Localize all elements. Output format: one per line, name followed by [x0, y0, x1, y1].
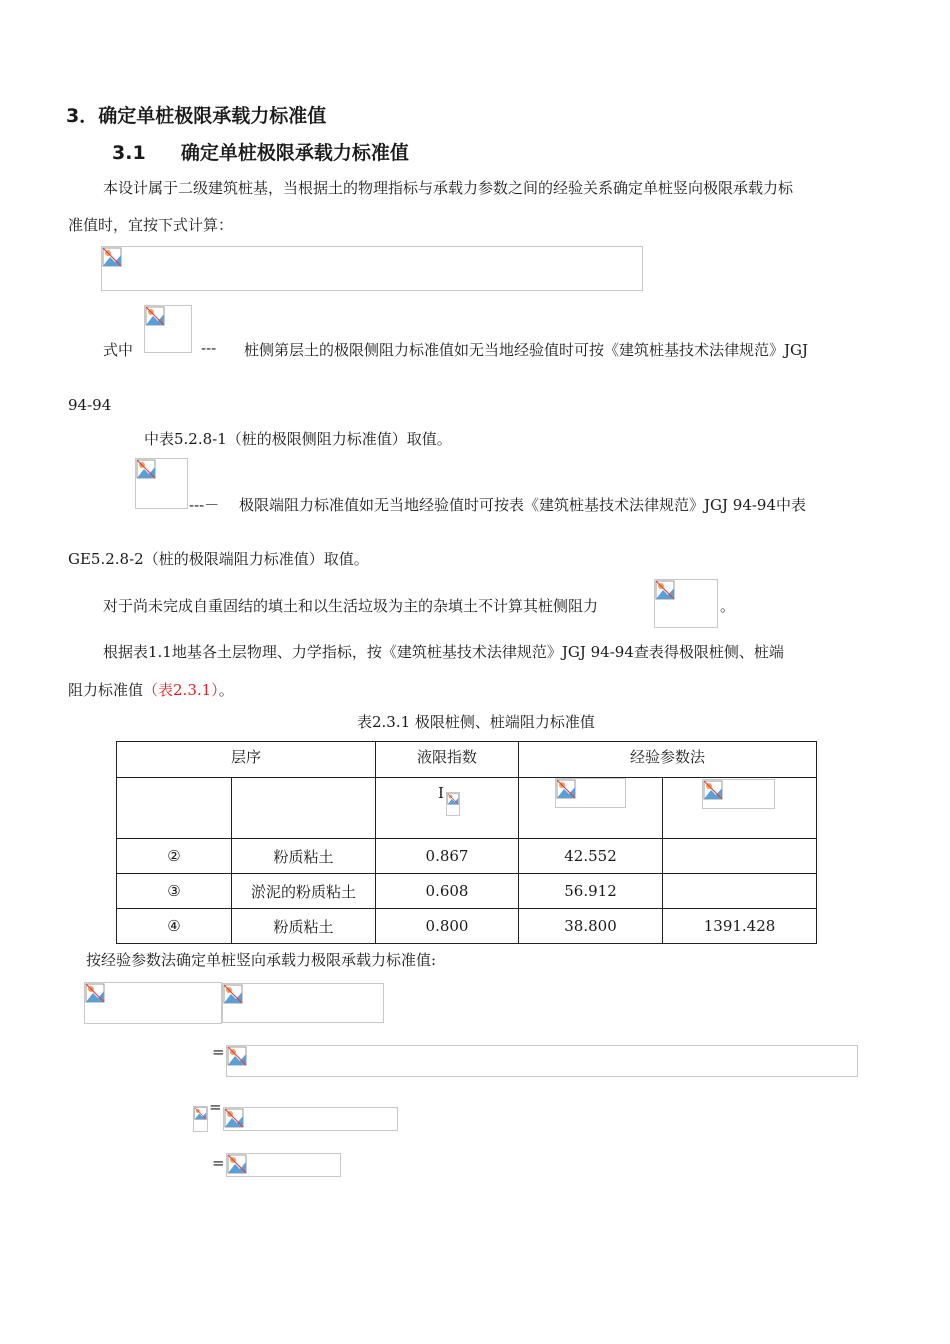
- broken-image-icon: [194, 1107, 207, 1120]
- il-symbol-image: [446, 792, 460, 816]
- qsik-symbol-image: [144, 305, 192, 353]
- paragraph-line: 根据表1.1地基各土层物理、力学指标，按《建筑桩基技术法律规范》JGJ 94-94查表得极限桩侧、桩端: [103, 643, 784, 661]
- table-subheader-row: [117, 778, 817, 839]
- resistance-table: [116, 741, 817, 944]
- qpk-symbol-image: [702, 779, 775, 809]
- broken-image-icon: [447, 793, 459, 805]
- qpk-description: 极限端阻力标准值如无当地经验值时可按表《建筑桩基技术法律规范》JGJ 94-94中表: [239, 496, 807, 514]
- table-header-row: [117, 742, 817, 778]
- text: 阻力标准值: [68, 681, 144, 699]
- table-cell: [117, 778, 232, 839]
- dash: ---: [201, 339, 217, 357]
- header-layer: 层序: [117, 742, 376, 778]
- equals-sign: =: [212, 1043, 225, 1061]
- table-cell: [663, 778, 817, 839]
- qsik-continued: 94-94: [68, 396, 112, 414]
- fill-soil-note: 对于尚未完成自重固结的填土和以生活垃圾为主的杂填土不计算其桩侧阻力: [103, 597, 599, 615]
- formula-image: [84, 982, 222, 1024]
- soil-cell: 淤泥的粉质粘土: [232, 874, 376, 909]
- header-empirical-method: 经验参数法: [519, 742, 817, 778]
- layer-cell: ②: [117, 839, 232, 874]
- table-cell: [519, 778, 663, 839]
- il-prefix: I: [438, 784, 444, 802]
- text: 。: [218, 681, 234, 699]
- formula-image: [226, 1153, 341, 1177]
- qsik-continued-2: 中表5.2.8-1（桩的极限侧阻力标准值）取值。: [144, 430, 452, 448]
- qsik-symbol-image: [555, 778, 626, 808]
- broken-image-icon: [102, 247, 122, 267]
- broken-image-icon: [223, 984, 243, 1004]
- formula-image: [222, 983, 384, 1023]
- formula-image: [101, 246, 643, 291]
- period: 。: [720, 597, 736, 615]
- table-caption: 表2.3.1 极限桩侧、桩端阻力标准值: [357, 713, 595, 731]
- table-row: [117, 909, 817, 944]
- subsection-number: 3.1: [112, 142, 146, 164]
- table-reference-link[interactable]: （表2.3.1）: [143, 681, 219, 699]
- equals-sign: =: [212, 1154, 225, 1172]
- table-cell: [376, 778, 519, 839]
- paragraph-line: 本设计属于二级建筑桩基，当根据土的物理指标与承载力参数之间的经验关系确定单桩竖向极限承载力标: [103, 179, 794, 197]
- where-label: 式中: [103, 341, 134, 359]
- subsection-heading: [112, 138, 409, 165]
- broken-image-icon: [85, 983, 105, 1003]
- qpk-cell: 1391.428: [663, 909, 817, 944]
- broken-image-icon: [227, 1154, 247, 1174]
- qpk-cell: [663, 839, 817, 874]
- table-row: [117, 839, 817, 874]
- soil-cell: 粉质粘土: [232, 839, 376, 874]
- subsection-title: 确定单桩极限承载力标准值: [180, 142, 409, 164]
- header-liquidity-index: 液限指数: [376, 742, 519, 778]
- layer-cell: ④: [117, 909, 232, 944]
- broken-image-icon: [136, 459, 156, 479]
- formula-image: [226, 1045, 858, 1077]
- broken-image-icon: [703, 780, 723, 800]
- equals-sign: =: [209, 1098, 222, 1116]
- soil-cell: 粉质粘土: [232, 909, 376, 944]
- qsik-description: 桩侧第层土的极限侧阻力标准值如无当地经验值时可按《建筑桩基技术法律规范》JGJ: [244, 341, 809, 359]
- qpk-cell: [663, 874, 817, 909]
- paragraph-line: 准值时，宜按下式计算：: [68, 216, 234, 234]
- formula-symbol-image: [193, 1106, 208, 1132]
- qsik-symbol-image: [654, 579, 718, 628]
- table-cell: [232, 778, 376, 839]
- il-cell: 0.608: [376, 874, 519, 909]
- qsik-cell: 42.552: [519, 839, 663, 874]
- paragraph-line: [68, 679, 234, 700]
- qpk-continued: GE5.2.8-2（桩的极限端阻力标准值）取值。: [68, 550, 369, 568]
- qpk-symbol-image: [135, 458, 188, 509]
- broken-image-icon: [145, 306, 165, 326]
- section-heading: 3．确定单桩极限承载力标准值: [66, 105, 327, 127]
- calculation-intro: 按经验参数法确定单桩竖向承载力极限承载力标准值:: [86, 951, 437, 969]
- formula-image: [223, 1107, 398, 1131]
- qsik-cell: 38.800: [519, 909, 663, 944]
- broken-image-icon: [655, 580, 675, 600]
- il-cell: 0.867: [376, 839, 519, 874]
- table-row: [117, 874, 817, 909]
- qsik-cell: 56.912: [519, 874, 663, 909]
- broken-image-icon: [556, 779, 576, 799]
- broken-image-icon: [224, 1108, 244, 1128]
- broken-image-icon: [227, 1046, 247, 1066]
- dash: ---－: [189, 496, 220, 514]
- layer-cell: ③: [117, 874, 232, 909]
- il-cell: 0.800: [376, 909, 519, 944]
